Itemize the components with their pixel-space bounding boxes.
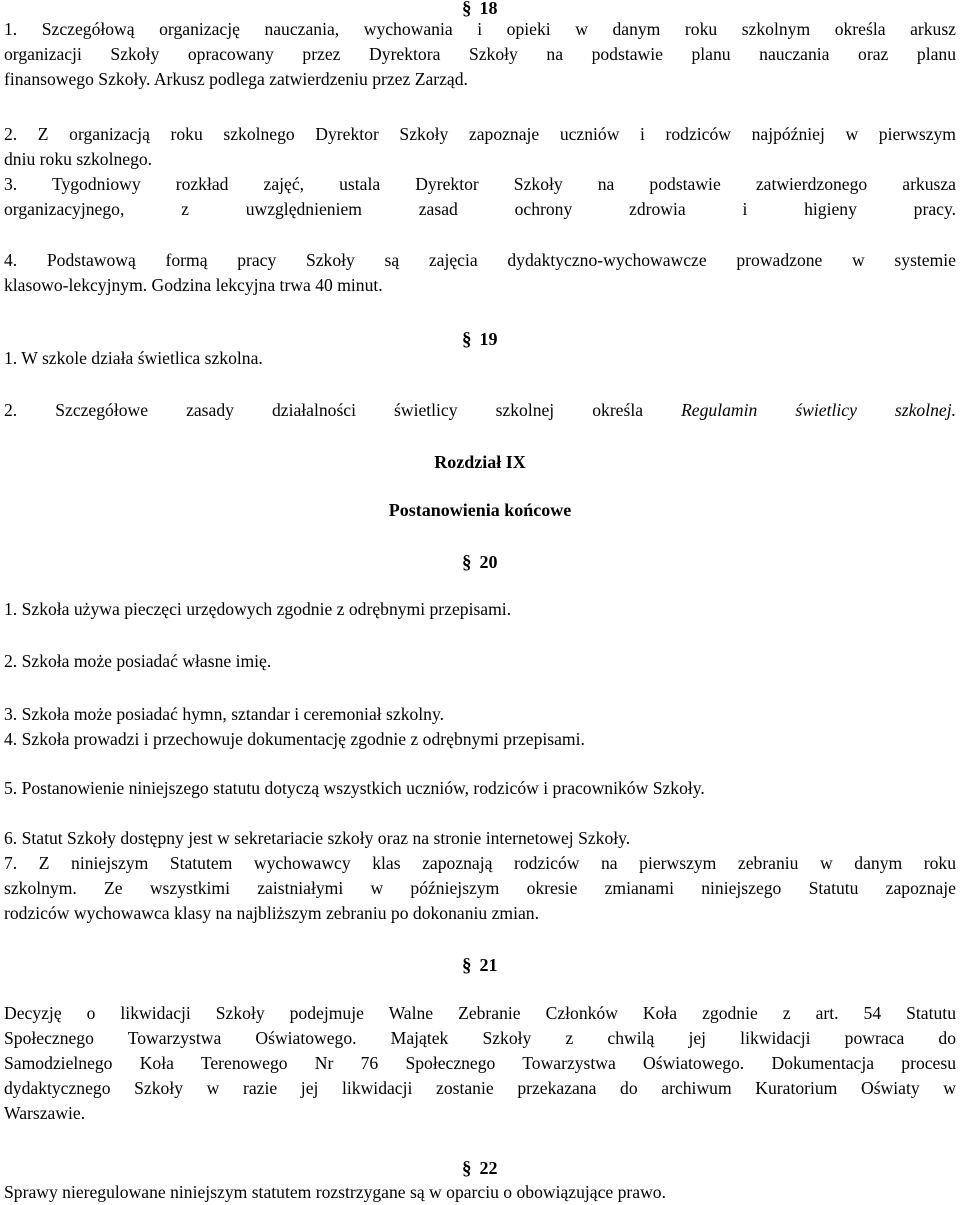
chapter-subtitle: Postanowienia końcowe <box>388 500 572 520</box>
section-number: 18 <box>479 0 498 18</box>
s21-text <box>4 1001 956 1126</box>
s20-point-5: 5. Postanowienie niniejszego statutu dotyczą wszystkich uczniów, rodziców i pracowników Szkoły. <box>4 778 705 798</box>
s18-point-1 <box>4 17 956 92</box>
s20-point-4: 4. Szkoła prowadzi i przechowuje dokumentację zgodnie z odrębnymi przepisami. <box>4 729 585 749</box>
text-line: 4. Podstawową formą pracy Szkoły są zajęcia dydaktyczno-wychowawcze prowadzone w systemie <box>4 250 956 270</box>
section-number: 19 <box>479 329 498 349</box>
text-line: organizacyjnego, z uwzględnieniem zasad ochrony zdrowia i higieny pracy. <box>4 199 956 219</box>
text-line: Sprawy nieregulowane niniejszym statutem rozstrzygane są w oparciu o obowiązujące prawo. <box>4 1182 666 1202</box>
section-sign: § <box>462 955 472 976</box>
section-sign: § <box>462 552 472 573</box>
s20-point-3: 3. Szkoła może posiadać hymn, sztandar i ceremoniał szkolny. <box>4 704 445 724</box>
section-sign: § <box>462 0 472 19</box>
text-line: Społecznego Towarzystwa Oświatowego. Majątek Szkoły z chwilą jej likwidacji powraca do <box>4 1028 956 1048</box>
s22-text <box>4 1180 956 1205</box>
section-number: 21 <box>479 955 498 975</box>
text-line: rodziców wychowawca klasy na najbliższym zebraniu po dokonaniu zmian. <box>4 903 539 923</box>
section-number: 20 <box>479 552 498 572</box>
text-line: 2. Z organizacją roku szkolnego Dyrektor Szkoły zapoznaje uczniów i rodziców najpóźniej w pierwszym <box>4 124 956 144</box>
paragraph-number-20 <box>462 550 498 575</box>
text-line: 2. Szczegółowe zasady działalności świetlicy szkolnej określa Regulamin świetlicy szkolnej. <box>4 400 956 420</box>
text-line: dydaktycznego Szkoły w razie jej likwidacji zostanie przekazana do archiwum Kuratorium Oświaty w <box>4 1078 956 1098</box>
text-line: Samodzielnego Koła Terenowego Nr 76 Społecznego Towarzystwa Oświatowego. Dokumentacja procesu <box>4 1053 956 1073</box>
section-sign: § <box>462 1158 472 1179</box>
text-line: 1. Szczegółową organizację nauczania, wychowania i opieki w danym roku szkolnym określa arkusz <box>4 19 956 39</box>
s18-point-3 <box>4 172 956 222</box>
s19-point-1 <box>4 346 956 371</box>
regulation-title: Regulamin świetlicy szkolnej. <box>681 400 956 420</box>
s20-point-1: 1. Szkoła używa pieczęci urzędowych zgodnie z odrębnymi przepisami. <box>4 599 512 619</box>
s18-point-2 <box>4 122 956 172</box>
chapter-title: Rozdział IX <box>434 452 526 472</box>
paragraph-number-22 <box>462 1156 498 1181</box>
text-line: 7. Z niniejszym Statutem wychowawcy klas zapoznają rodziców na pierwszym zebraniu w danym roku <box>4 853 956 873</box>
text-line: 3. Tygodniowy rozkład zajęć, ustala Dyrektor Szkoły na podstawie zatwierdzonego arkusza <box>4 174 956 194</box>
s20-point-6: 6. Statut Szkoły dostępny jest w sekretariacie szkoły oraz na stronie internetowej Szkoły. <box>4 828 631 848</box>
text-line: Decyzję o likwidacji Szkoły podejmuje Walne Zebranie Członków Koła zgodnie z art. 54 Statutu <box>4 1003 956 1023</box>
text-line: Warszawie. <box>4 1103 86 1123</box>
text-line: finansowego Szkoły. Arkusz podlega zatwierdzeniu przez Zarząd. <box>4 69 468 89</box>
s20-point-7 <box>4 851 956 926</box>
text-line: klasowo-lekcyjnym. Godzina lekcyjna trwa 40 minut. <box>4 275 383 295</box>
text-line: 1. W szkole działa świetlica szkolna. <box>4 348 263 368</box>
s19-point-2 <box>4 398 956 423</box>
s18-point-4 <box>4 248 956 298</box>
s20-point-2: 2. Szkoła może posiadać własne imię. <box>4 651 272 671</box>
text-line: organizacji Szkoły opracowany przez Dyrektora Szkoły na podstawie planu nauczania oraz planu <box>4 44 956 64</box>
text-line: szkolnym. Ze wszystkimi zaistniałymi w późniejszym okresie zmianami niniejszego Statutu zapoznaje <box>4 878 956 898</box>
text-line: dniu roku szkolnego. <box>4 149 153 169</box>
section-sign: § <box>462 329 472 350</box>
paragraph-number-21 <box>462 953 498 978</box>
section-number: 22 <box>479 1158 498 1178</box>
